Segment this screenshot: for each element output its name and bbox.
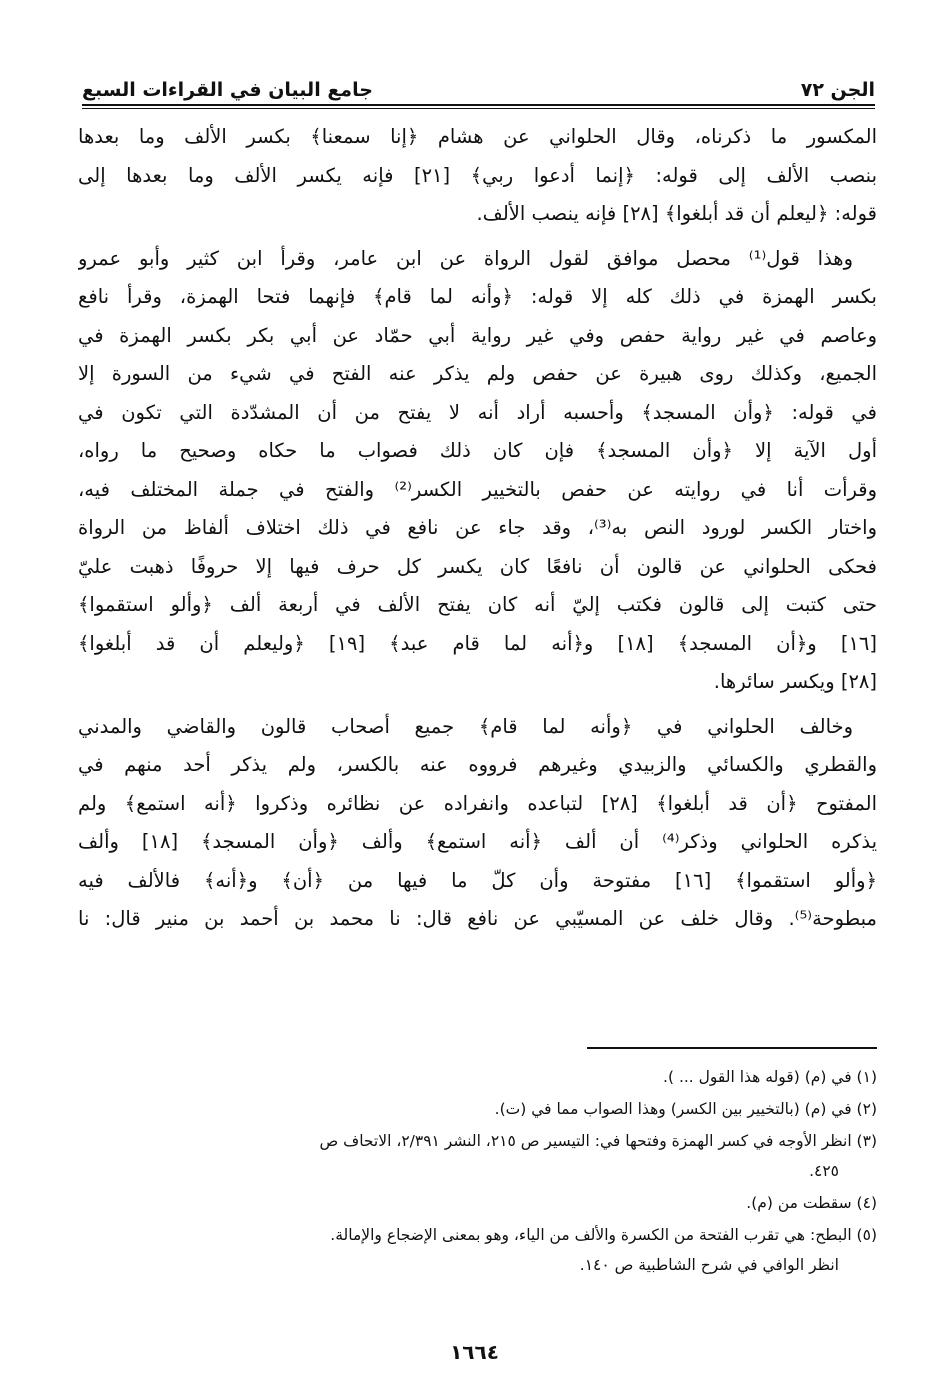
text-line: أول الآية إلا ﴿وأن المسجد﴾ فإن كان ذلك فصواب ما حكاه وصحيح ما رواه، xyxy=(78,439,877,462)
text-line: حتى كتبت إلى قالون فكتب إليّ أنه كان يفتح الألف في أربعة ألف ﴿وألو استقموا﴾ xyxy=(78,593,877,616)
footnote-separator xyxy=(587,1047,877,1049)
chapter-label: الجن ٧٢ xyxy=(800,79,875,101)
footnote-4 xyxy=(78,1188,877,1218)
paragraph-1 xyxy=(78,118,877,234)
text-line: بكسر الهمزة في ذلك كله إلا قوله: ﴿وأنه لما قام﴾ فإنهما فتحا الهمزة، وقرأ نافع xyxy=(78,285,877,308)
footnote-1 xyxy=(78,1062,877,1092)
paragraph-3 xyxy=(78,708,877,939)
text-line: مبطوحة⁽⁵⁾. وقال خلف عن المسيّبي عن نافع قال: نا محمد بن أحمد بن منير قال: نا xyxy=(78,907,877,930)
page-header xyxy=(82,64,875,100)
text-line: فحكى الحلواني عن قالون أن نافعًا كان يكسر كل حرف فيها إلا حروفًا ذهبت عليّ xyxy=(78,554,877,578)
text-line: قوله: ﴿ليعلم أن قد أبلغوا﴾ [٢٨] فإنه ينصب الألف. xyxy=(476,202,877,225)
footnote-line: ٤٢٥. xyxy=(809,1162,839,1180)
text-line: وعاصم في غير رواية حفص وفي غير رواية أبي حمّاد عن أبي بكر بكسر الهمزة في xyxy=(78,323,877,347)
paragraph-2 xyxy=(78,240,877,702)
text-line: واختار الكسر لورود النص به⁽³⁾، وقد جاء عن نافع في ذلك اختلاف ألفاظ من الرواة xyxy=(78,516,877,539)
footnote-5 xyxy=(78,1220,877,1280)
header-rule xyxy=(82,104,875,106)
footnote-line: (٣) انظر الأوجه في كسر الهمزة وفتحها في: التيسير ص ٢١٥، النشر ٢/٣٩١، الاتحاف ص xyxy=(319,1132,877,1150)
text-line: المكسور ما ذكرناه، وقال الحلواني عن هشام ﴿إنا سمعنا﴾ بكسر الألف وما بعدها xyxy=(78,125,877,148)
header-rule-thin xyxy=(82,108,875,109)
footnote-3 xyxy=(78,1126,877,1186)
footnote-2 xyxy=(78,1094,877,1124)
footnote-line: (٤) سقطت من (م). xyxy=(746,1194,877,1212)
text-line: الجميع، وكذلك روى هبيرة عن حفص ولم يذكر عنه الفتح في شيء من السورة إلا xyxy=(78,362,877,385)
text-line: وخالف الحلواني في ﴿وأنه لما قام﴾ جميع أصحاب قالون والقاضي والمدني xyxy=(78,714,853,738)
text-line: [١٦] و﴿أن المسجد﴾ [١٨] و﴿أنه لما قام عبد﴾ [١٩] ﴿وليعلم أن قد أبلغوا﴾ xyxy=(78,631,877,655)
text-line: ﴿وألو استقموا﴾ [١٦] مفتوحة وأن كلّ ما فيها من ﴿أن﴾ و﴿أنه﴾ فالألف فيه xyxy=(78,868,877,892)
footnote-line: (١) في (م) (قوله هذا القول ... ). xyxy=(663,1068,877,1086)
running-title: جامع البيان في القراءات السبع xyxy=(82,79,373,101)
text-line: وقرأت أنا في روايته عن حفص بالتخيير الكسر⁽²⁾ والفتح في جملة المختلف فيه، xyxy=(78,477,877,501)
page-number: ١٦٦٤ xyxy=(450,1340,499,1364)
text-line: يذكره الحلواني وذكر⁽⁴⁾ أن ألف ﴿أنه استمع﴾ وألف ﴿وأن المسجد﴾ [١٨] وألف xyxy=(78,830,877,853)
text-line: [٢٨] ويكسر سائرها. xyxy=(713,670,877,693)
text-line: المفتوح ﴿أن قد أبلغوا﴾ [٢٨] لتباعده وانفراده عن نظائره وذكروا ﴿أنه استمع﴾ ولم xyxy=(78,791,877,815)
footnotes xyxy=(78,1062,877,1282)
main-text xyxy=(78,118,877,939)
footnote-line: (٥) البطح: هي تقرب الفتحة من الكسرة والألف من الياء، وهو بمعنى الإضجاع والإمالة. xyxy=(330,1226,877,1244)
text-line: بنصب الألف إلى قوله: ﴿إنما أدعوا ربي﴾ [٢١] فإنه يكسر الألف وما بعدها إلى xyxy=(78,163,877,187)
text-line: في قوله: ﴿وأن المسجد﴾ وأحسبه أراد أنه لا يفتح من أن المشدّدة التي تكون في xyxy=(78,400,877,424)
text-line: وهذا قول⁽¹⁾ محصل موافق لقول الرواة عن ابن عامر، وقرأ ابن كثير وأبو عمرو xyxy=(78,246,854,270)
footnote-line: انظر الوافي في شرح الشاطبية ص ١٤٠. xyxy=(579,1256,839,1274)
text-line: والقطري والكسائي والزبيدي وغيرهم فرووه عنه بالكسر، ولم يذكر أحد منهم في xyxy=(78,753,877,776)
footnote-line: (٢) في (م) (بالتخيير بين الكسر) وهذا الصواب مما في (ت). xyxy=(494,1100,877,1118)
